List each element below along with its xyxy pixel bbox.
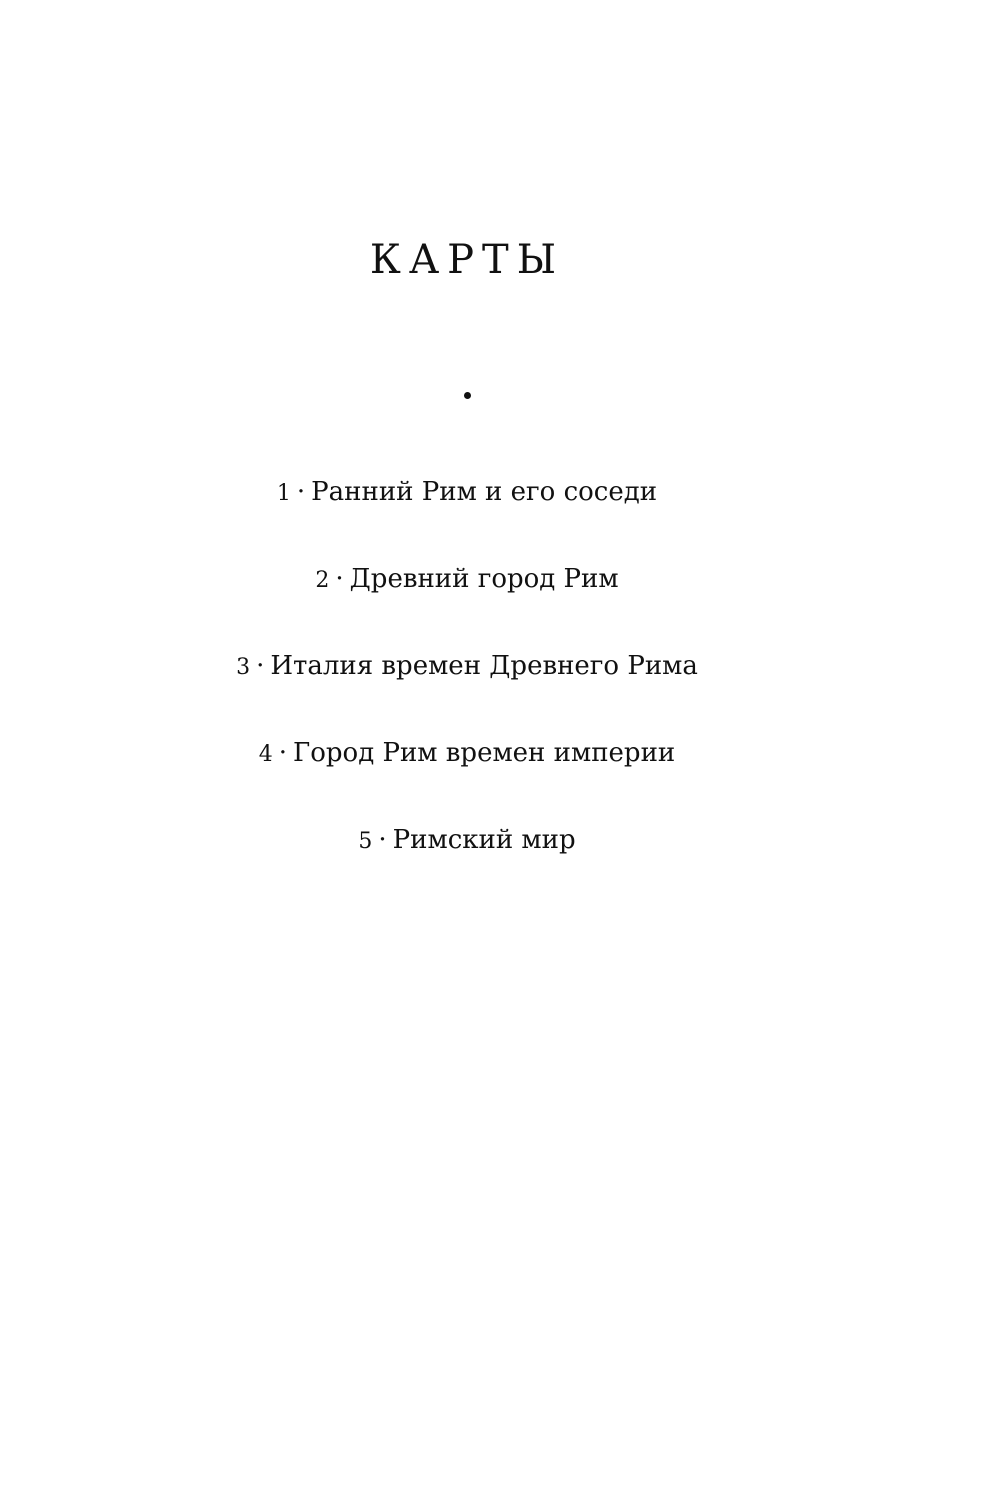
page-title: КАРТЫ <box>369 237 565 283</box>
map-title: Город Рим времен империи <box>293 738 676 768</box>
list-item <box>0 820 934 907</box>
map-title: Италия времен Древнего Рима <box>270 651 698 681</box>
map-number: 1 <box>276 481 291 506</box>
map-number: 5 <box>358 829 373 854</box>
separator: · <box>335 564 344 594</box>
map-number: 4 <box>258 742 273 767</box>
separator: · <box>378 825 387 855</box>
list-item <box>0 646 934 733</box>
map-title: Древний город Рим <box>349 564 619 594</box>
separator: · <box>256 651 265 681</box>
list-item <box>0 559 934 646</box>
ornament-dot <box>464 392 471 399</box>
map-number: 2 <box>315 568 330 593</box>
separator: · <box>278 738 288 768</box>
list-item <box>0 733 934 820</box>
list-item <box>0 472 934 559</box>
map-title: Ранний Рим и его соседи <box>311 477 658 507</box>
map-title: Римский мир <box>392 825 576 855</box>
separator: · <box>296 477 306 507</box>
map-number: 3 <box>236 655 251 680</box>
maps-list <box>0 472 934 907</box>
